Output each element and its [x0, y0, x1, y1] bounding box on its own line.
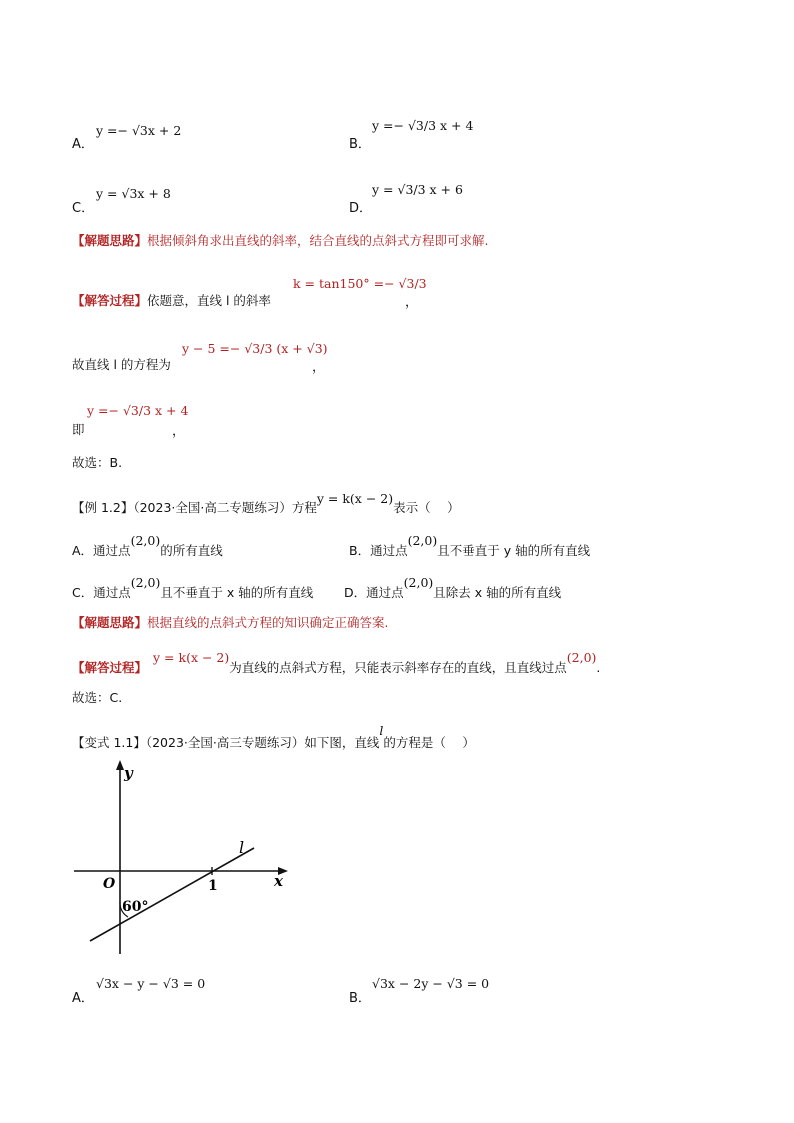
q2-hint-text: 根据直线的点斜式方程的知识确定正确答案.: [147, 615, 389, 630]
slope-formula: k = tan150° =− √3/3: [293, 276, 427, 291]
line-equation-text: 故直线 l 的方程为: [72, 357, 171, 372]
solution-text: 依题意，直线 l 的斜率: [147, 293, 271, 308]
q3-option-b-label: B．: [349, 991, 371, 1006]
q2-solution-tag: 【解答过程】: [72, 660, 148, 675]
answer-1: 故选：B.: [72, 455, 123, 470]
option-a-label: A．: [72, 137, 94, 152]
q2-option-b-point: (2,0): [407, 533, 438, 548]
option-a-formula: y =− √3x + 2: [96, 123, 182, 138]
option-c-label: C．: [72, 201, 95, 216]
option-d-formula: y = √3/3 x + 6: [372, 182, 463, 197]
option-b-formula: y =− √3/3 x + 4: [372, 118, 474, 133]
y-axis-arrow: [116, 760, 124, 770]
q2-option-a-post: 的所有直线: [160, 543, 223, 558]
q2-option-b-pre: B．通过点: [349, 543, 408, 558]
q2-option-c-point: (2,0): [130, 575, 161, 590]
question-2-formula: y = k(x − 2): [316, 491, 394, 506]
question-3-title: [72, 723, 475, 751]
option-d-label: D．: [349, 201, 373, 216]
slope-comma: ，: [405, 295, 419, 310]
question-3-title-pre: 【变式 1.1】（2023·全国·高三专题练习）如下图，直线: [72, 735, 380, 750]
line-l-label: l: [239, 838, 245, 857]
question-3-line-label: l: [379, 723, 384, 738]
q2-option-d-pre: D．通过点: [344, 585, 404, 600]
y-axis-label: y: [124, 764, 133, 782]
solution-tag: 【解答过程】: [72, 293, 148, 308]
q2-solution-line: [72, 650, 601, 676]
option-c-formula: y = √3x + 8: [96, 186, 171, 201]
x-axis-label: x: [274, 872, 283, 890]
q2-option-c: [72, 575, 314, 601]
line-equation-formula: y − 5 =− √3/3 (x + √3): [182, 341, 328, 356]
result-comma: ，: [172, 424, 186, 439]
q2-option-a: [72, 533, 223, 559]
solution-line: [72, 291, 271, 309]
question-2-title-pre: 【例 1.2】（2023·全国·高二专题练习）方程: [72, 500, 317, 515]
q2-option-b-post: 且不垂直于 y 轴的所有直线: [437, 543, 591, 558]
q2-option-c-post: 且不垂直于 x 轴的所有直线: [160, 585, 314, 600]
q2-solution-point: (2,0): [566, 650, 597, 665]
coordinate-figure: [66, 758, 302, 958]
q2-option-c-pre: C．通过点: [72, 585, 131, 600]
question-2-title: [72, 491, 460, 516]
q3-option-b-formula: √3x − 2y − √3 = 0: [372, 976, 490, 991]
q2-option-d-point: (2,0): [403, 575, 434, 590]
q3-option-a-formula: √3x − y − √3 = 0: [96, 976, 206, 991]
question-2-title-post: 表示（ ）: [393, 500, 460, 515]
q2-option-d-post: 且除去 x 轴的所有直线: [433, 585, 562, 600]
answer-2: 故选：C.: [72, 690, 123, 705]
q3-option-a-label: A．: [72, 991, 94, 1006]
origin-label: O: [103, 876, 116, 892]
tick-one-label: 1: [208, 878, 218, 894]
hint-line: [72, 231, 489, 249]
line-equation-comma: ，: [312, 360, 326, 375]
q2-hint-tag: 【解题思路】: [72, 615, 148, 630]
hint-tag: 【解题思路】: [72, 233, 148, 248]
line-l: [90, 848, 254, 941]
angle-label: 60°: [122, 899, 149, 915]
q2-hint-line: [72, 613, 389, 631]
q2-solution-text: 为直线的点斜式方程，只能表示斜率存在的直线，且直线过点: [229, 660, 567, 675]
q2-option-a-point: (2,0): [130, 533, 161, 548]
question-3-title-post: 的方程是（ ）: [383, 735, 475, 750]
q2-option-a-pre: A．通过点: [72, 543, 131, 558]
result-formula: y =− √3/3 x + 4: [87, 403, 189, 418]
result-text: 即: [72, 422, 85, 437]
q2-option-d: [344, 575, 562, 601]
q2-solution-formula: y = k(x − 2): [153, 650, 230, 665]
option-b-label: B．: [349, 137, 371, 152]
q2-option-b: [349, 533, 591, 559]
q2-solution-end: .: [596, 660, 601, 675]
hint-text: 根据倾斜角求出直线的斜率，结合直线的点斜式方程即可求解.: [147, 233, 489, 248]
